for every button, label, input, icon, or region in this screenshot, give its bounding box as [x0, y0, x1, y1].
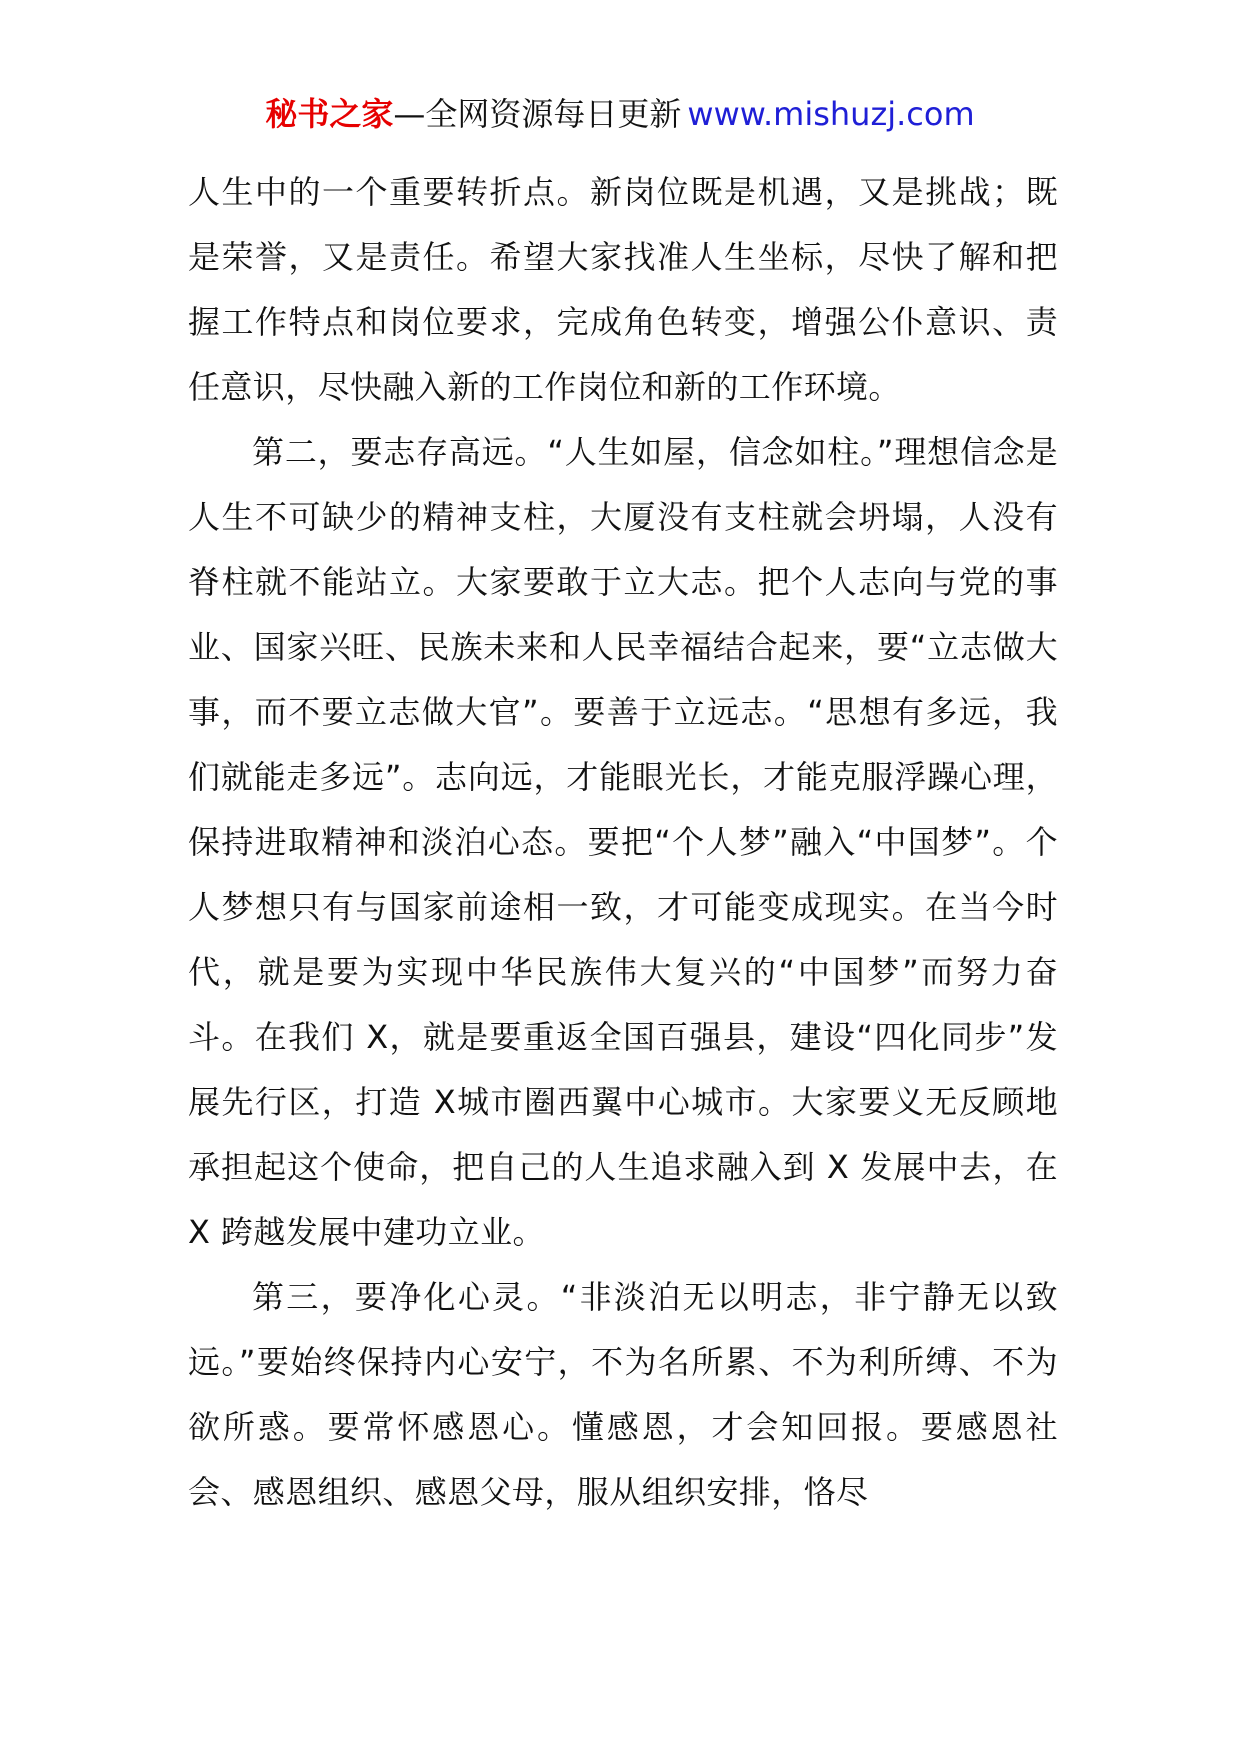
site-brand: 秘书之家: [265, 95, 394, 133]
paragraph-third-point: 第三，要净化心灵。“非淡泊无以明志，非宁静无以致远。”要始终保持内心安宁，不为名所累、不为利所缚、不为欲所惑。要常怀感恩心。懂感恩，才会知回报。要感恩社会、感恩组织、感恩父母，服从组织安排，恪尽: [188, 1278, 1058, 1511]
document-body: [188, 160, 1058, 1525]
site-url-link[interactable]: www.mishuzj.com: [687, 95, 975, 133]
site-tagline: —全网资源每日更新: [393, 95, 682, 133]
site-header: [0, 94, 1240, 134]
paragraph-second-point: 第二，要志存高远。“人生如屋，信念如柱。”理想信念是人生不可缺少的精神支柱，大厦没有支柱就会坍塌，人没有脊柱就不能站立。大家要敢于立大志。把个人志向与党的事业、国家兴旺、民族未来和人民幸福结合起来，要“立志做大事，而不要立志做大官”。要善于立远志。“思想有多远，我们就能走多远”。志向远，才能眼光长，才能克服浮躁心理，保持进取精神和淡泊心态。要把“个人梦”融入“中国梦”。个人梦想只有与国家前途相一致，才可能变成现实。在当今时代，就是要为实现中华民族伟大复兴的“中国梦”而努力奋斗。在我们 X，就是要重返全国百强县，建设“四化同步”发展先行区，打造 X城市圈西翼中心城市。大家要义无反顾地承担起这个使命，把自己的人生追求融入到 X 发展中去，在 X 跨越发展中建功立业。: [188, 433, 1058, 1251]
paragraph-continuation: 人生中的一个重要转折点。新岗位既是机遇，又是挑战；既是荣誉，又是责任。希望大家找准人生坐标，尽快了解和把握工作特点和岗位要求，完成角色转变，增强公仆意识、责任意识，尽快融入新的工作岗位和新的工作环境。: [188, 173, 1058, 406]
